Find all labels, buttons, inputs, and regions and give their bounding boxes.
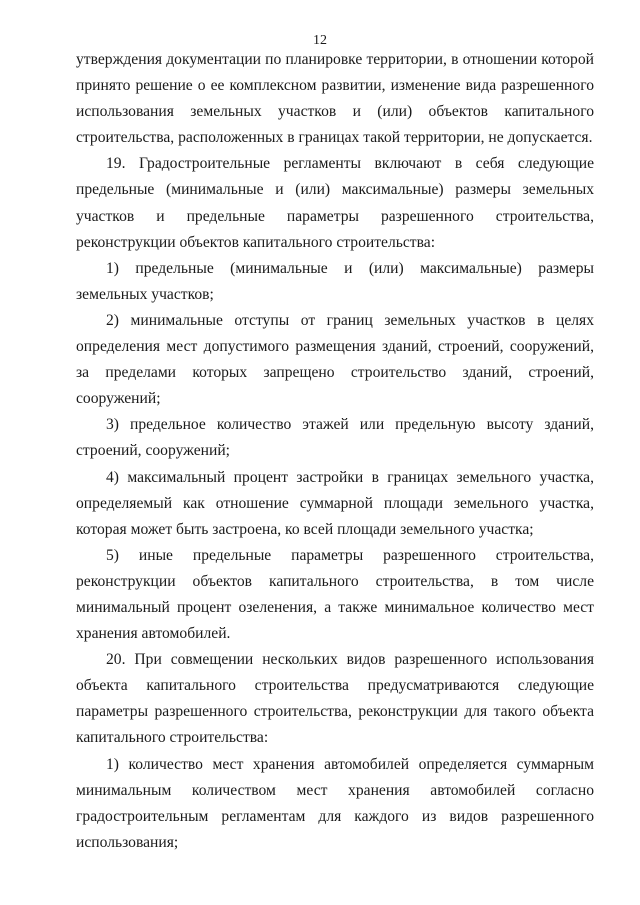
paragraph-continuation: утверждения документации по планировке территории, в отношении которой принято решение о ее комплексном развитии, изменение вида разрешенного использования земельных участков и (или) объектов капитального строительства, расположенных в границах такой территории, не допускается. [76,51,594,147]
paragraph-item-2: 2) минимальные отступы от границ земельных участков в целях определения мест допустимого размещения зданий, строений, сооружений, за пределами которых запрещено строительство зданий, строений, сооружений; [76,311,594,408]
paragraph-item-1-parking: 1) количество мест хранения автомобилей определяется суммарным минимальным количеством мест хранения автомобилей согласно градостроительным регламентам для каждого из видов разрешенного использования; [76,755,594,851]
page-number: 12 [313,33,327,48]
paragraph-clause-19: 19. Градостроительные регламенты включают в себя следующие предельные (минимальные и (или) максимальные) размеры земельных участков и предельные параметры разрешенного строительства, реконструкции объектов капитального строительства: [76,155,594,251]
paragraph-item-5: 5) иные предельные параметры разрешенного строительства, реконструкции объектов капитального строительства, в том числе минимальный процент озеленения, а также минимальное количество мест хранения автомобилей. [76,546,594,643]
document-body [76,47,594,856]
paragraph-item-1: 1) предельные (минимальные и (или) максимальные) размеры земельных участков; [76,259,594,303]
paragraph-item-4: 4) максимальный процент застройки в границах земельного участка, определяемый как отношение суммарной площади земельного участка, которая может быть застроена, ко всей площади земельного участка; [76,468,594,538]
paragraph-clause-20: 20. При совмещении нескольких видов разрешенного использования объекта капитального строительства предусматриваются следующие параметры разрешенного строительства, реконструкции для такого объекта капитального строительства: [76,651,594,747]
paragraph-item-3: 3) предельное количество этажей или предельную высоту зданий, строений, сооружений; [76,416,594,460]
